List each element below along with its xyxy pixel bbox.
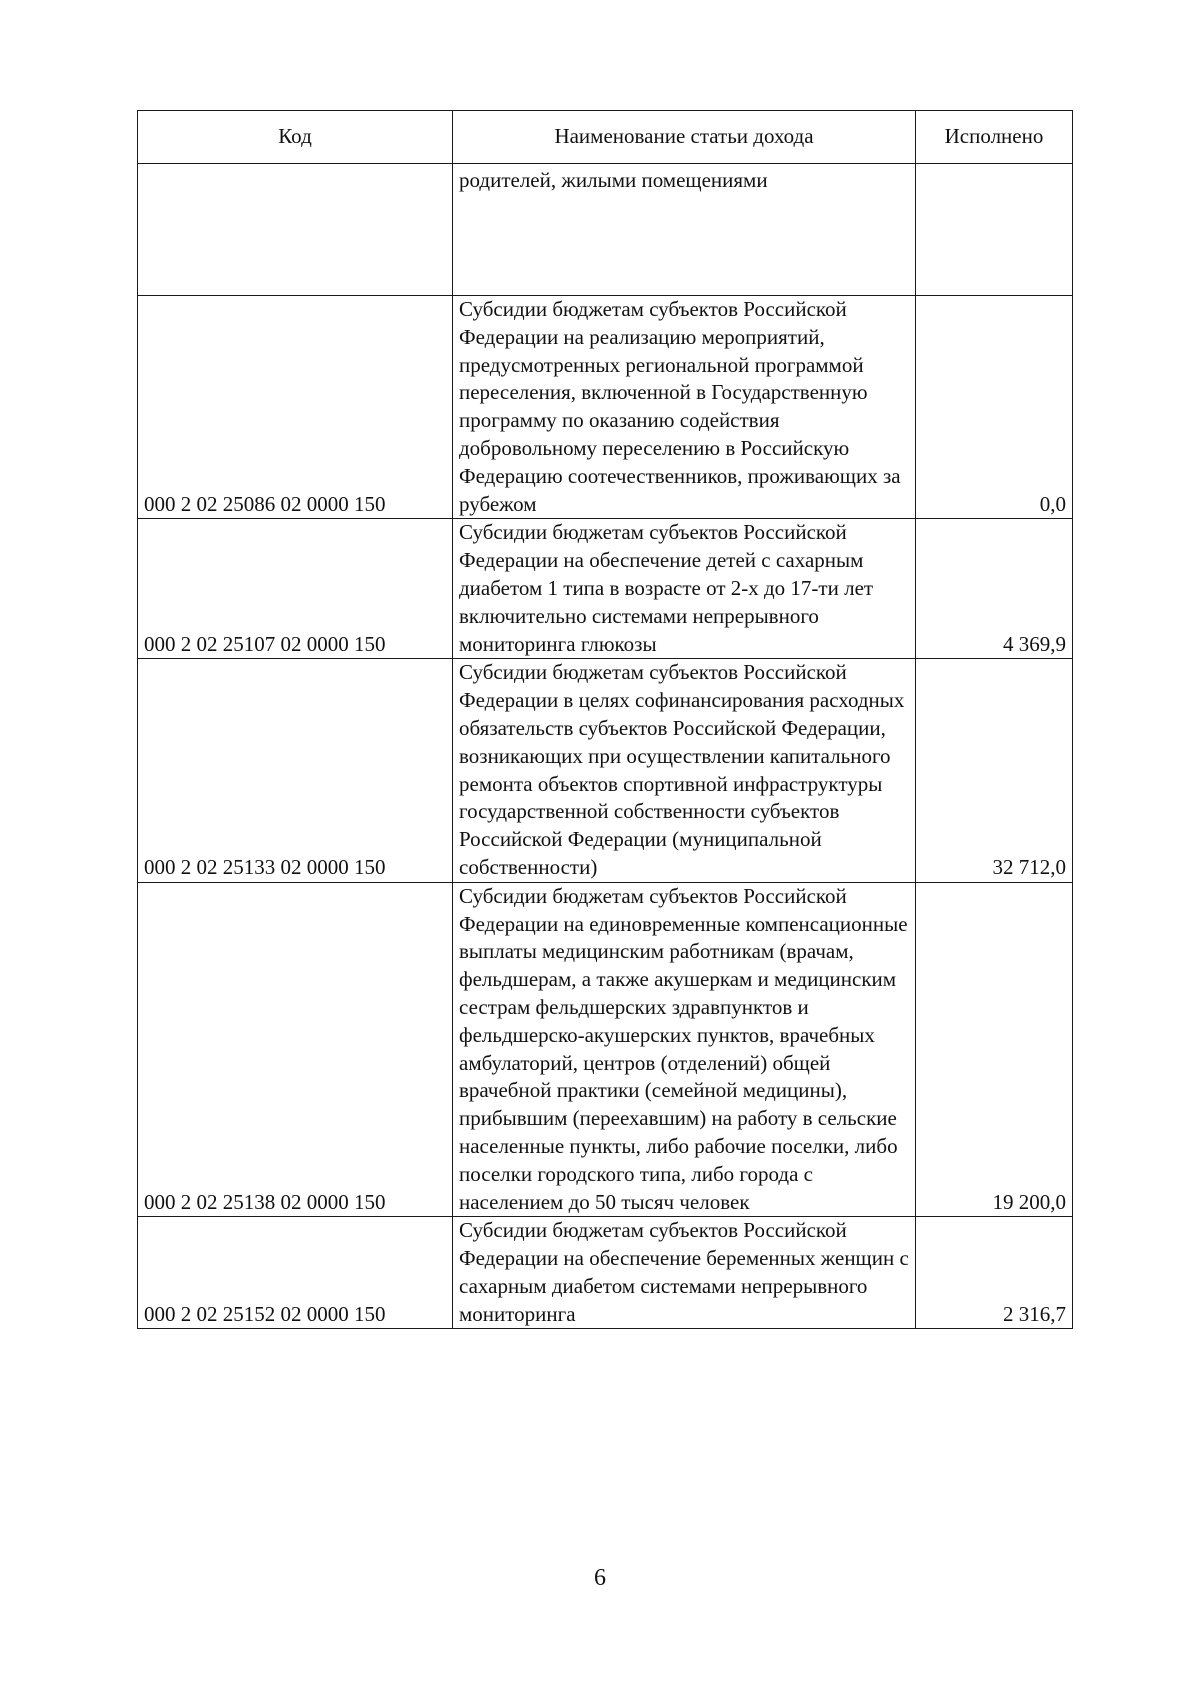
cell-name: Субсидии бюджетам субъектов Российской Федерации на единовременные компенсационные выплаты медицинским работникам (врачам, фельдшерам, а также акушеркам и медицинским сестрам фельдшерских здравпунктов и фельдшерско-акушерских пунктов, врачебных амбулаторий, центров (отделений) общей врачебной практики (семейной медицины), прибывшим (переехавшим) на работу в сельские населенные пункты, либо рабочие поселки, либо поселки городского типа, либо города с населением до 50 тысяч человек [453, 882, 916, 1217]
table-row [138, 882, 1073, 1217]
cell-done [916, 164, 1073, 296]
cell-name: Субсидии бюджетам субъектов Российской Федерации на реализацию мероприятий, предусмотренных региональной программой переселения, включенной в Государственную программу по оказанию содействия добровольному переселению в Российскую Федерацию соотечественников, проживающих за рубежом [453, 296, 916, 519]
cell-done: 19 200,0 [916, 882, 1073, 1217]
cell-code: 000 2 02 25086 02 0000 150 [138, 296, 453, 519]
cell-done: 4 369,9 [916, 519, 1073, 659]
cell-code: 000 2 02 25138 02 0000 150 [138, 882, 453, 1217]
income-table [137, 110, 1073, 1329]
cell-name: Субсидии бюджетам субъектов Российской Федерации на обеспечение детей с сахарным диабетом 1 типа в возрасте от 2-х до 17-ти лет включительно системами непрерывного мониторинга глюкозы [453, 519, 916, 659]
table-row [138, 519, 1073, 659]
header-code: Код [138, 111, 453, 164]
cell-name: Субсидии бюджетам субъектов Российской Федерации на обеспечение беременных женщин с сахарным диабетом системами непрерывного мониторинга [453, 1217, 916, 1329]
cell-code: 000 2 02 25152 02 0000 150 [138, 1217, 453, 1329]
table-row [138, 659, 1073, 882]
header-name: Наименование статьи дохода [453, 111, 916, 164]
cell-done: 2 316,7 [916, 1217, 1073, 1329]
cell-done: 32 712,0 [916, 659, 1073, 882]
table-row [138, 1217, 1073, 1329]
header-done: Исполнено [916, 111, 1073, 164]
page-number: 6 [594, 1565, 606, 1591]
table-row [138, 296, 1073, 519]
cell-name: Субсидии бюджетам субъектов Российской Федерации в целях софинансирования расходных обязательств субъектов Российской Федерации, возникающих при осуществлении капитального ремонта объектов спортивной инфраструктуры государственной собственности субъектов Российской Федерации (муниципальной собственности) [453, 659, 916, 882]
cell-done: 0,0 [916, 296, 1073, 519]
table-row-continuation [138, 164, 1073, 296]
cell-code [138, 164, 453, 296]
cell-code: 000 2 02 25133 02 0000 150 [138, 659, 453, 882]
cell-name: родителей, жилыми помещениями [453, 164, 916, 296]
cell-code: 000 2 02 25107 02 0000 150 [138, 519, 453, 659]
table-header-row [138, 111, 1073, 164]
